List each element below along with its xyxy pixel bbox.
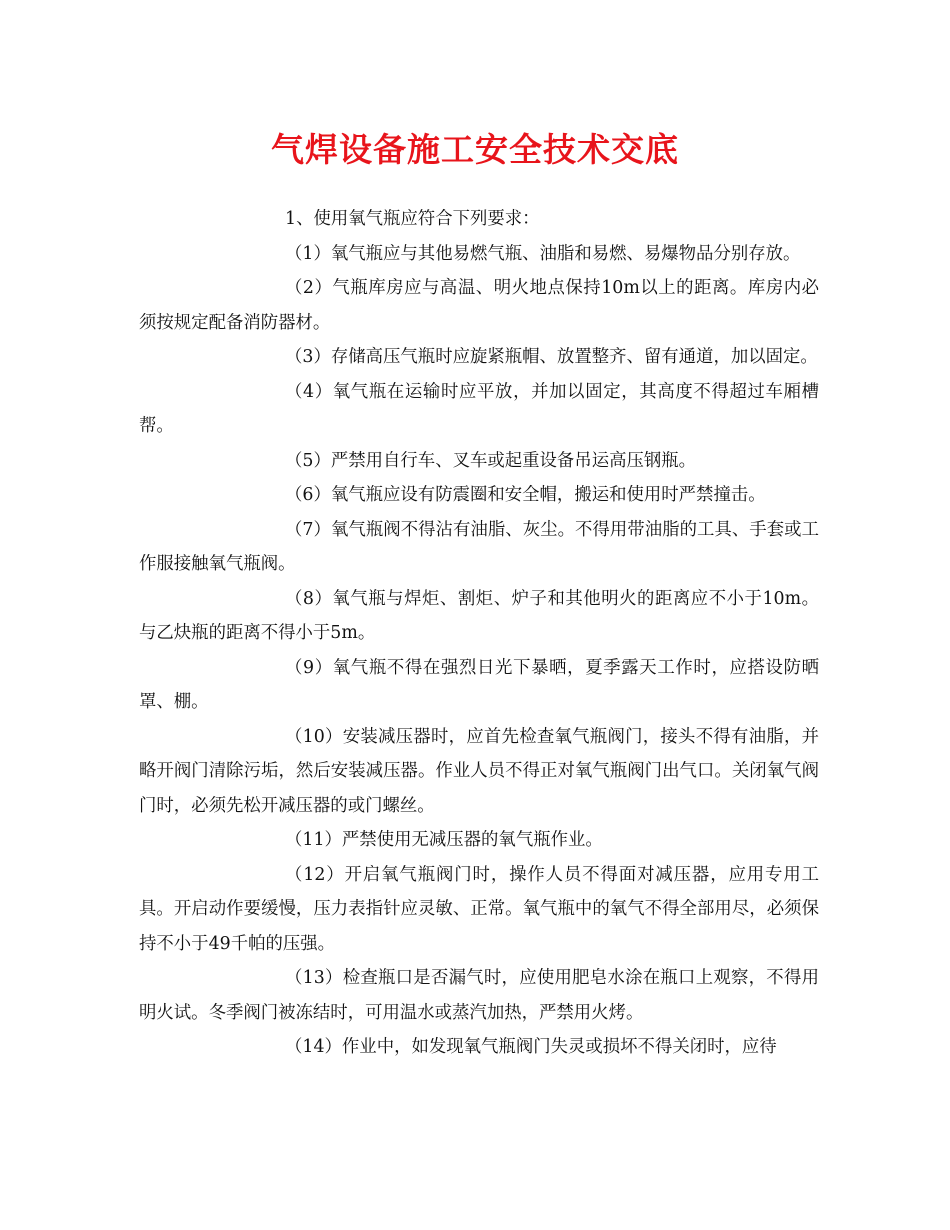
paragraph-item-5: （5）严禁用自行车、叉车或起重设备吊运高压钢瓶。 [285,450,697,471]
paragraph-item-6: （6）氧气瓶应设有防震圈和安全帽，搬运和使用时严禁撞击。 [285,485,766,505]
paragraph-item-11: （11）严禁使用无减压器的氧气瓶作业。 [285,830,603,850]
paragraph-item-1: （1）氧气瓶应与其他易燃气瓶、油脂和易燃、易爆物品分别存放。 [285,243,801,264]
paragraph-item-14: （14）作业中，如发现氧气瓶阀门失灵或损坏不得关闭时，应待 [285,1037,777,1057]
paragraph-item-10: （10）安装减压器时，应首先检查氧气瓶阀门，接头不得有油脂，并略开阀门清除污垢，然后安装减压器。作业人员不得正对氧气瓶阀门出气口。关闭氧气阀门时，必须先松开减压器的或门螺丝。 [139,726,819,816]
paragraph-item-3: （3）存储高压气瓶时应旋紧瓶帽、放置整齐、留有通道，加以固定。 [285,347,818,367]
paragraph-item-4: （4）氧气瓶在运输时应平放，并加以固定，其高度不得超过车厢槽帮。 [139,381,819,436]
paragraph-item-13: （13）检查瓶口是否漏气时，应使用肥皂水涂在瓶口上观察，不得用明火试。冬季阀门被冻结时，可用温水或蒸汽加热，严禁用火烤。 [139,968,819,1023]
paragraph-item-7: （7）氧气瓶阀不得沾有油脂、灰尘。不得用带油脂的工具、手套或工作服接触氧气瓶阀。 [139,519,819,574]
document-title: 气焊设备施工安全技术交底 [271,130,679,169]
paragraph-item-9: （9）氧气瓶不得在强烈日光下暴晒，夏季露天工作时，应搭设防晒罩、棚。 [139,657,819,712]
paragraph-item-12: （12）开启氧气瓶阀门时，操作人员不得面对减压器，应用专用工具。开启动作要缓慢，压力表指针应灵敏、正常。氧气瓶中的氧气不得全部用尽，必须保持不小于49千帕的压强。 [139,864,819,954]
document-body [139,202,819,1065]
paragraph-item-2: （2）气瓶库房应与高温、明火地点保持10m以上的距离。库房内必须按规定配备消防器材。 [139,278,819,333]
paragraph-item-8: （8）氧气瓶与焊炬、割炬、炉子和其他明火的距离应不小于10m。与乙炔瓶的距离不得小于5m。 [139,588,819,643]
paragraph-1: 1、使用氧气瓶应符合下列要求： [285,209,540,229]
